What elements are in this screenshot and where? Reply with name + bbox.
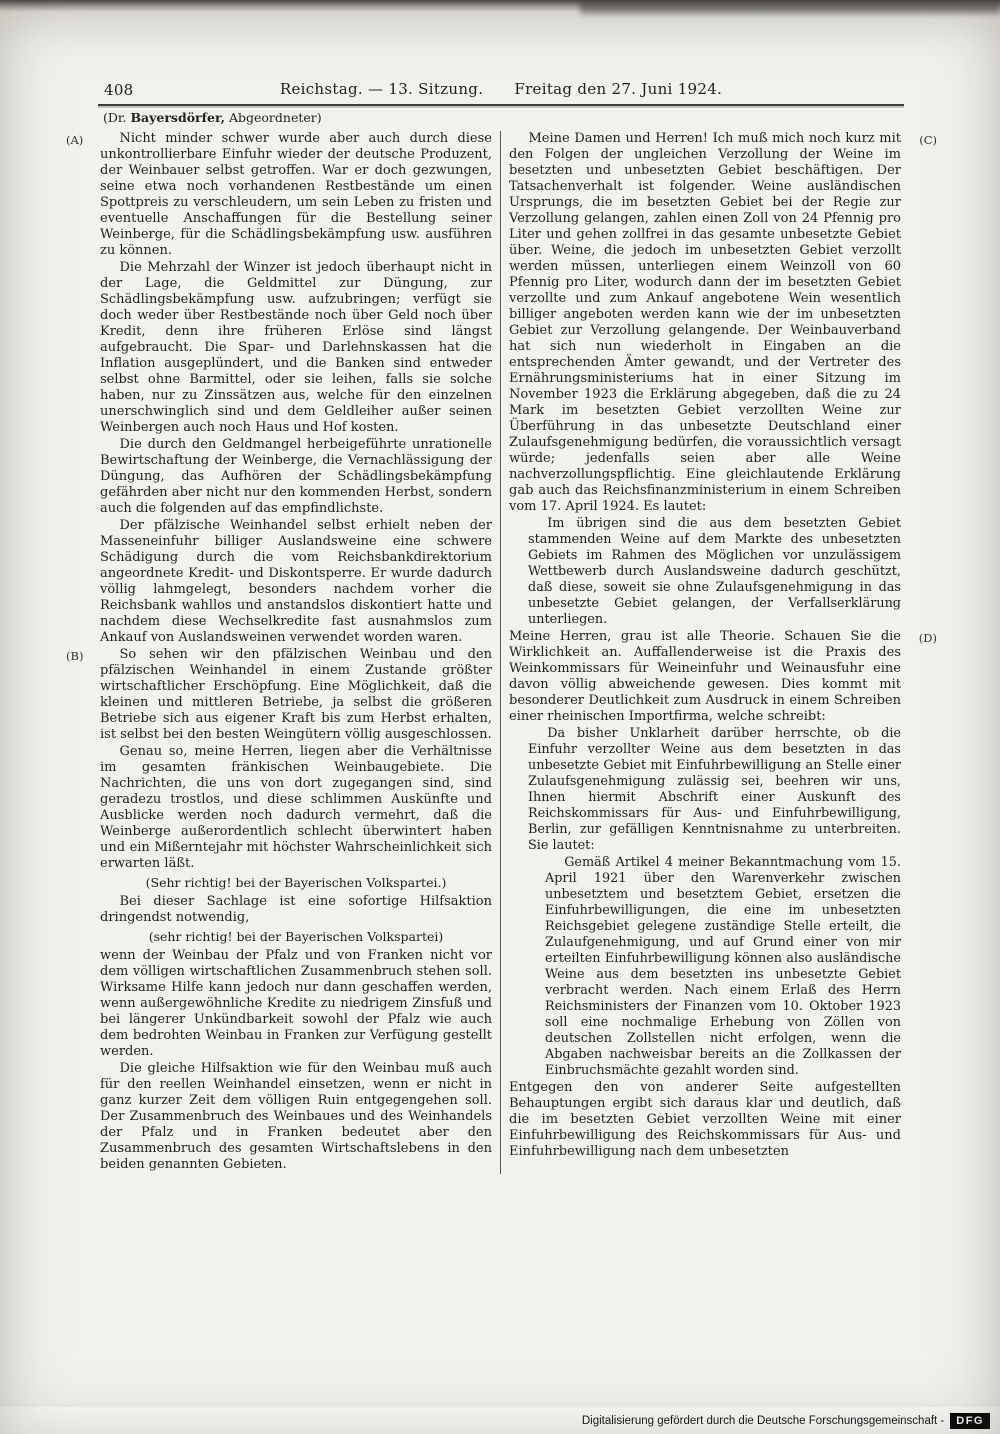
paragraph: Die gleiche Hilfsaktion wie für den Weinbau muß auch für den reellen Weinhandel einsetzen, wenn er nicht in ganz kurzer Zeit dem völligen Ruin entgegengehen soll. Der Zusammenbruch des Weinbaues und des Weinhandels der Pfalz und in Franken bedeutet aber den Zusammenbruch des gesamten Wirtschaftslebens in den beiden genannten Gebieten. <box>100 1061 492 1172</box>
text-columns <box>66 131 937 1174</box>
paragraph: Meine Herren, grau ist alle Theorie. Schauen Sie die Wirklichkeit an. Auffallenderweise ist die Praxis des Weinkommissars für Weineinfuhr und Weinausfuhr eine davon völlig abweichende gewesen. Dies kommt mit besonderer Deutlichkeit zum Ausdruck in einem Schreiben einer rheinischen Importfirma, welche schreibt: (D) <box>509 629 937 724</box>
page-number: 408 <box>104 81 134 99</box>
right-column <box>509 131 937 1161</box>
paragraph: Genau so, meine Herren, liegen aber die Verhältnisse im gesamten fränkischen Weinbaugebiete. Die Nachrichten, die uns von dort zugegangen sind, sind geradezu trostlos, und diese schlimmen Auskünfte und Ausblicke werden noch dadurch vermehrt, daß die Weinberge außerordentlich schlecht überwintert haben und ein Mißerntejahr mit höchster Wahrscheinlichkeit sich erwarten läßt. <box>100 744 492 871</box>
speaker-prefix: (Dr. <box>103 110 131 125</box>
margin-marker: (D) <box>918 631 937 645</box>
paragraph: Da bisher Unklarheit darüber herrschte, ob die Einfuhr verzollter Weine aus dem besetzten in das unbesetzte Gebiet mit Einfuhrbewilligung an Stelle einer Zulaufsgenehmigung zulässig sei, beehren wir uns, Ihnen hiermit Abschrift einer Auskunft des Reichskommissars für Aus- und Einfuhrbewilligung, Berlin, zur gefälligen Kenntnisnahme zu unterbreiten. Sie lautet: <box>528 726 901 853</box>
margin-marker: (A) <box>66 133 84 147</box>
paragraph: So sehen wir den pfälzischen Weinbau und den pfälzischen Weinhandel in einem Zustande größter wirtschaftlicher Erschöpfung. Eine Möglichkeit, daß die kleinen und mittleren Betriebe, ja selbst die größeren Betriebe sich aus eigener Kraft bis zum Herbst erhalten, ist selbst bei den besten Weingütern völlig ausgeschlossen. (B) <box>66 647 492 742</box>
paragraph: Nicht minder schwer wurde aber auch durch diese unkontrollierbare Einfuhr wieder der deutsche Produzent, der Weinbauer selbst getroffen. War er doch gezwungen, seine etwa noch vorhandenen Restbestände um einen Spottpreis zu verschleudern, um sein Leben zu fristen und eventuelle Anschaffungen für die Bestellung seiner Weinberge, für die Schädlingsbekämpfung usw. ausführen zu können. (A) <box>66 131 492 258</box>
paragraph: Der pfälzische Weinhandel selbst erhielt neben der Masseneinfuhr billiger Auslandsweine eine schwere Schädigung durch die vom Reichsbankdirektorium angeordnete Kredit- und Diskontsperre. Er wurde dadurch völlig lahmgelegt, besonders nachdem vorher die Reichsbank wahllos und anstandslos diskontiert hatte und nachdem diese Wechselkredite fast ausnahmslos zum Ankauf von Auslandsweinen verwendet worden waren. <box>100 518 492 645</box>
paragraph: Entgegen den von anderer Seite aufgestellten Behauptungen ergibt sich daraus klar und deutlich, daß die im besetzten Gebiet verzollten Weine mit einer Einfuhrbewilligung des Reichskommissars für Aus- und Einfuhrbewilligung nach dem unbesetzten <box>509 1080 901 1159</box>
speaker-line <box>103 110 322 125</box>
margin-marker: (C) <box>919 133 937 147</box>
speaker-role: Abgeordneter) <box>224 110 322 125</box>
interjection-line: (sehr richtig! bei der Bayerischen Volkspartei) <box>148 929 444 944</box>
left-column <box>66 131 492 1174</box>
digitization-credit-text: Digitalisierung gefördert durch die Deutsche Forschungsgemeinschaft - <box>581 1414 945 1427</box>
paragraph: Im übrigen sind die aus dem besetzten Gebiet stammenden Weine auf dem Markte des unbesetzten Gebiets im Rahmen des Möglichen vor unzulässigem Wettbewerb durch Auslandsweine dadurch geschützt, daß diese, soweit sie ohne Zulaufsgenehmigung in das unbesetzte Gebiet gelangen, der Verfallserklärung unterliegen. <box>528 516 901 627</box>
paragraph: Bei dieser Sachlage ist eine sofortige Hilfsaktion dringendst notwendig, <box>100 894 492 925</box>
header-rule <box>98 104 904 106</box>
paragraph: Die durch den Geldmangel herbeigeführte unrationelle Bewirtschaftung der Weinberge, die Vernachlässigung der Düngung, das Aufhören der Schädlingsbekämpfung gefährden aber nicht nur den kommenden Herbst, sondern auch die folgenden auf das empfindlichste. <box>100 437 492 516</box>
paragraph: Gemäß Artikel 4 meiner Bekanntmachung vom 15. April 1921 über den Warenverkehr zwischen unbesetztem und besetztem Gebiet, ersetzen die Einfuhrbewilligungen, die eine im unbesetzten Reichsgebiet gelegene zuständige Stelle erteilt, die Zulaufgenehmigung, und auf Grund einer von mir erteilten Einfuhrbewilligung können also ausländische Weine aus dem besetzten ins unbesetzte Gebiet verbracht werden. Nach einem Erlaß des Herrn Reichsministers der Finanzen vom 10. Oktober 1923 soll eine nochmalige Erhebung von Zöllen von deutschen Zollstellen nicht erfolgen, wenn die Abgaben nachweisbar bereits an die Zollkassen der Einbruchsmächte gezahlt worden sind. <box>545 855 901 1078</box>
scan-edge-artifact <box>0 0 1000 12</box>
digitization-footer <box>0 1407 1000 1434</box>
header-title: Reichstag. — 13. Sitzung. <box>279 80 484 98</box>
speaker-name: Bayersdörfer, <box>130 110 225 125</box>
paragraph: Die Mehrzahl der Winzer ist jedoch überhaupt nicht in der Lage, die Geldmittel zur Düngung, zur Schädlingsbekämpfung usw. aufzubringen; verfügt sie doch weder über Restbestände noch über Geld noch über Kredit, denn ihre früheren Erlöse sind längst aufgebraucht. Die Spar- und Darlehnskassen hat die Inflation ausgeplündert, und die Banken sind entweder selbst ohne Barmittel, oder sie leihen, falls sie solche haben, nur zu Zinssätzen aus, welche für den einzelnen unerschwinglich sind und dem Geldleiher außer seinen Weinbergen auch noch Haus und Hof kosten. <box>100 260 492 435</box>
dfg-logo: DFG <box>950 1413 990 1429</box>
interjection-line: (Sehr richtig! bei der Bayerischen Volkspartei.) <box>145 875 447 890</box>
column-divider-rule <box>500 131 501 1174</box>
paragraph: Meine Damen und Herren! Ich muß mich noch kurz mit den Folgen der ungleichen Verzollung der Weine im besetzten und unbesetzten Gebiet beschäftigen. Der Tatsachenverhalt ist folgender. Weine ausländischen Ursprungs, die im besetzten Gebiet bei der Regie zur Verzollung gelangen, zahlen einen Zoll von 24 Pfennig pro Liter und gehen zollfrei in das gesamte unbesetzte Gebiet über. Weine, die jedoch im unbesetzten Gebiet verzollt werden müssen, unterliegen einem Weinzoll von 60 Pfennig pro Liter, wodurch dann der im besetzten Gebiet verzollte und zum Ankauf angebotene Wein wesentlich billiger angeboten werden kann wie der im unbesetzten Gebiet zur Verzollung gelangende. Der Weinbauverband hat sich nun wiederholt in Eingaben an die entsprechenden Ämter gewandt, und der Vertreter des Ernährungsministeriums hat in einer Sitzung im November 1923 die Erklärung abgegeben, daß die zu 24 Mark im besetzten Gebiet verzollten Weine zur Überführung in das unbesetzte Deutschland einer Zulaufsgenehmigung bedürfen, die voraussichtlich versagt würde; jedenfalls seien aber alle Weine nachverzollungspflichtig. Eine gleichlautende Erklärung gab auch das Reichsfinanzministerium in einem Schreiben vom 17. April 1924. Es lautet: (C) <box>509 131 937 514</box>
header-date: Freitag den 27. Juni 1924. <box>514 80 723 98</box>
page-header <box>100 80 902 98</box>
paragraph: wenn der Weinbau der Pfalz und von Franken nicht vor dem völligen wirtschaftlichen Zusammenbruch stehen soll. Wirksame Hilfe kann jedoch nur dann geschaffen werden, wenn außergewöhnliche Kredite zu niedrigem Zinsfuß und bei längerer Unkündbarkeit sowohl der Pfalz wie auch dem bedrohten Weinbau in Franken zur Verfügung gestellt werden. <box>100 948 492 1059</box>
margin-marker: (B) <box>66 649 84 663</box>
